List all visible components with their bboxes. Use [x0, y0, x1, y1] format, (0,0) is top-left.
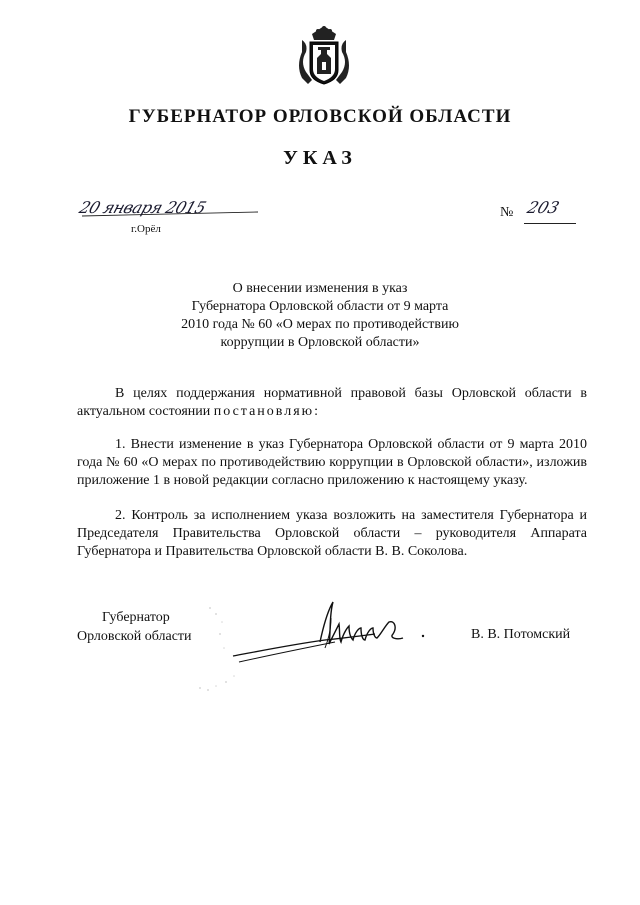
number-underline [524, 223, 576, 224]
document-number: 203 [524, 198, 562, 217]
subject-line: О внесении изменения в указ [232, 281, 408, 296]
preamble-text: В целях поддержания нормативной правовой базы Орловской области в актуальном состоянии [77, 386, 587, 419]
document-date: 20 января 2015 [76, 198, 209, 217]
document-city: г.Орёл [131, 223, 161, 235]
clause-1-text: 1. Внести изменение в указ Губернатора Орловской области от 9 марта 2010 года № 60 «О мерах по противодействию коррупции в Орловской области», изложив приложение 1 в новой редакции согласно приложению к настоящему указу. [77, 437, 587, 488]
document-number-label: № [500, 205, 514, 220]
clause-2 [77, 507, 587, 561]
clause-2-text: 2. Контроль за исполнением указа возложить на заместителя Губернатора и Председателя Правительства Орловской области – руководителя Аппарата Губернатора и Правительства Орловской области В. В. Соколова. [77, 508, 587, 559]
signer-name: В. В. Потомский [471, 627, 571, 642]
organization-title: ГУБЕРНАТОР ОРЛОВСКОЙ ОБЛАСТИ [128, 106, 512, 127]
signer-position-line: Орловской области [77, 629, 192, 644]
preamble-paragraph [77, 385, 587, 421]
document-subject [140, 280, 500, 352]
document-type: УКАЗ [283, 147, 357, 169]
decree-word: постановляю [213, 404, 315, 419]
subject-line: коррупции в Орловской области» [220, 335, 420, 350]
coat-of-arms-icon [298, 22, 350, 88]
subject-line: 2010 года № 60 «О мерах по противодействию [181, 317, 459, 332]
clause-1 [77, 436, 587, 490]
signer-position-line: Губернатор [102, 610, 170, 625]
handwritten-signature [225, 598, 440, 668]
preamble-end: : [314, 404, 318, 419]
subject-line: Губернатора Орловской области от 9 марта [191, 299, 449, 314]
